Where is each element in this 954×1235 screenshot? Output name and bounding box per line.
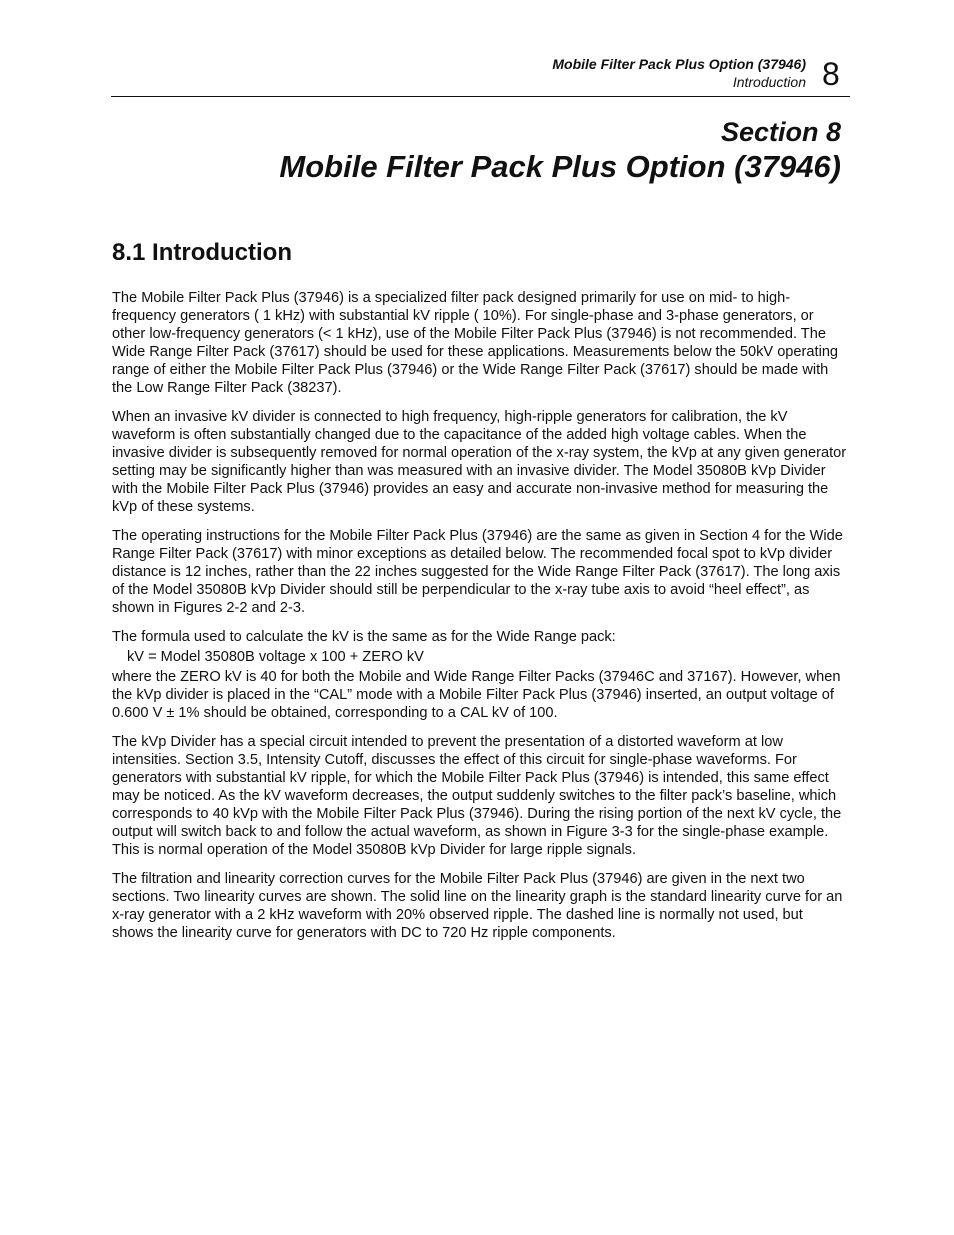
- paragraph: The formula used to calculate the kV is the same as for the Wide Range pack:: [112, 629, 616, 645]
- header-divider: [111, 96, 850, 97]
- running-header-subtitle: Introduction: [732, 74, 806, 90]
- chapter-number: 8: [822, 56, 840, 92]
- body-text: [112, 289, 848, 953]
- paragraph: The kVp Divider has a special circuit intended to prevent the presentation of a distorted waveform at low intensities. Section 3.5, Intensity Cutoff, discusses the effect of this circuit for single-phase waveforms. For generators with substantial kV ripple, for which the Mobile Filter Pack Plus (37946) is intended, this same effect may be noticed. As the kV waveform decreases, the output suddenly switches to the filter pack’s baseline, which corresponds to 40 kVp with the Mobile Filter Pack Plus (37946). During the rising portion of the next kV cycle, the output will switch back to and follow the actual waveform, as shown in Figure 3-3 for the single-phase example. This is normal operation of the Model 35080B kVp Divider for large ripple signals.: [112, 734, 842, 858]
- paragraph: where the ZERO kV is 40 for both the Mobile and Wide Range Filter Packs (37946C and 37167). However, when the kVp divider is placed in the “CAL” mode with a Mobile Filter Pack Plus (37946) inserted, an output voltage of 0.600 V ± 1% should be obtained, corresponding to a CAL kV of 100.: [112, 669, 841, 721]
- formula: kV = Model 35080B voltage x 100 + ZERO kV: [127, 649, 424, 665]
- section-name: Mobile Filter Pack Plus Option (37946): [279, 149, 841, 184]
- section-label: Section 8: [720, 117, 841, 147]
- paragraph: The Mobile Filter Pack Plus (37946) is a specialized filter pack designed primarily for use on mid- to high-frequency generators ( 1 kHz) with substantial kV ripple ( 10%). For single-phase and 3-phase generators, or other low-frequency generators (< 1 kHz), use of the Mobile Filter Pack Plus (37946) is not recommended. The Wide Range Filter Pack (37617) should be used for these applications. Measurements below the 50kV operating range of either the Mobile Filter Pack Plus (37946) or the Wide Range Filter Pack (37617) should be made with the Low Range Filter Pack (38237).: [112, 290, 839, 396]
- section-title: [279, 116, 841, 186]
- paragraph: The operating instructions for the Mobile Filter Pack Plus (37946) are the same as given in Section 4 for the Wide Range Filter Pack (37617) with minor exceptions as detailed below. The recommended focal spot to kVp divider distance is 12 inches, rather than the 22 inches suggested for the Wide Range Filter Pack (37617). The long axis of the Model 35080B kVp Divider should still be perpendicular to the x-ray tube axis to avoid “heel effect”, as shown in Figures 2-2 and 2-3.: [112, 528, 843, 616]
- subsection-heading: 8.1 Introduction: [112, 239, 292, 266]
- paragraph: When an invasive kV divider is connected to high frequency, high-ripple generators for calibration, the kV waveform is often substantially changed due to the capacitance of the added high voltage cables. When the invasive divider is subsequently removed for normal operation of the x-ray system, the kVp at any given generator setting may be significantly higher than was measured with an invasive divider. The Model 35080B kVp Divider with the Mobile Filter Pack Plus (37946) provides an easy and accurate non-invasive method for measuring the kVp of these systems.: [112, 409, 847, 515]
- running-header-title: Mobile Filter Pack Plus Option (37946): [552, 56, 806, 72]
- running-header: [552, 55, 806, 91]
- paragraph: The filtration and linearity correction curves for the Mobile Filter Pack Plus (37946) are given in the next two sections. Two linearity curves are shown. The solid line on the linearity graph is the standard linearity curve for an x-ray generator with a 2 kHz waveform with 20% observed ripple. The dashed line is normally not used, but shows the linearity curve for generators with DC to 720 Hz ripple components.: [112, 871, 843, 941]
